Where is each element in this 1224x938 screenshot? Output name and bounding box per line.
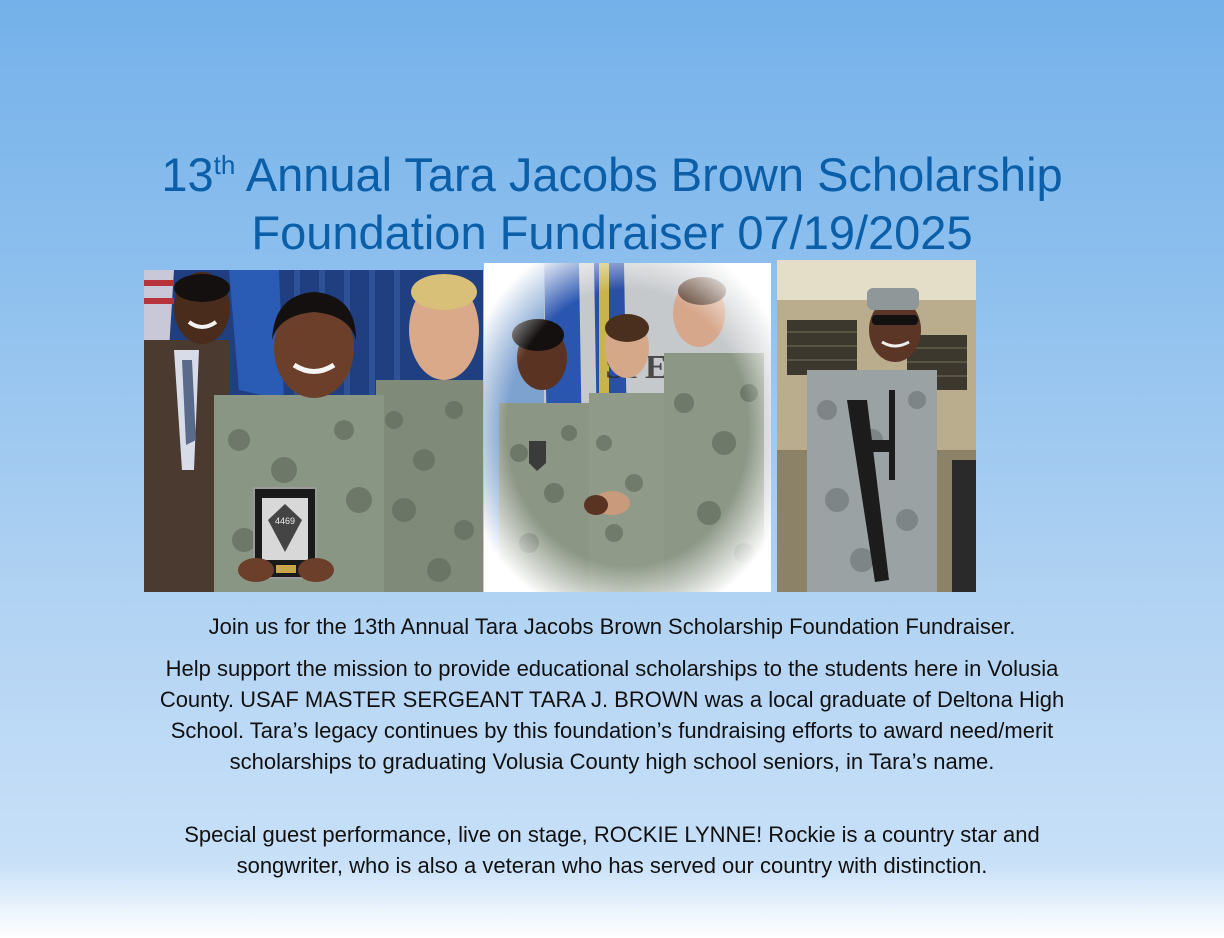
intro-paragraph: Join us for the 13th Annual Tara Jacobs Brown Scholarship Foundation Fundraiser. [208,614,1016,639]
photo-deployed-airman [777,260,976,592]
title-line-2: Foundation Fundraiser 07/19/2025 [251,206,973,259]
title-ordinal-suffix: th [213,150,236,180]
mission-paragraph: Help support the mission to provide educational scholarships to the students here in Volusia County. USAF MASTER SERGEANT TARA J. BROWN was a local graduate of Deltona High School. Tara’s legacy continues by this foundation’s fundraising efforts to award need/merit scholarships to graduating Volusia County high school seniors, in Tara’s name. [159,656,1065,774]
photo-award-presentation [144,270,483,592]
photo-handshake-ceremony [484,263,771,592]
title-line-1: 13th Annual Tara Jacobs Brown Scholarship [161,148,1063,201]
plaque-badge-number: 4469 [274,516,296,526]
page-title [0,146,1224,262]
guest-performance-paragraph: Special guest performance, live on stage, ROCKIE LYNNE! Rockie is a country star and songwriter, who is also a veteran who has served our country with distinction. [184,822,1040,878]
